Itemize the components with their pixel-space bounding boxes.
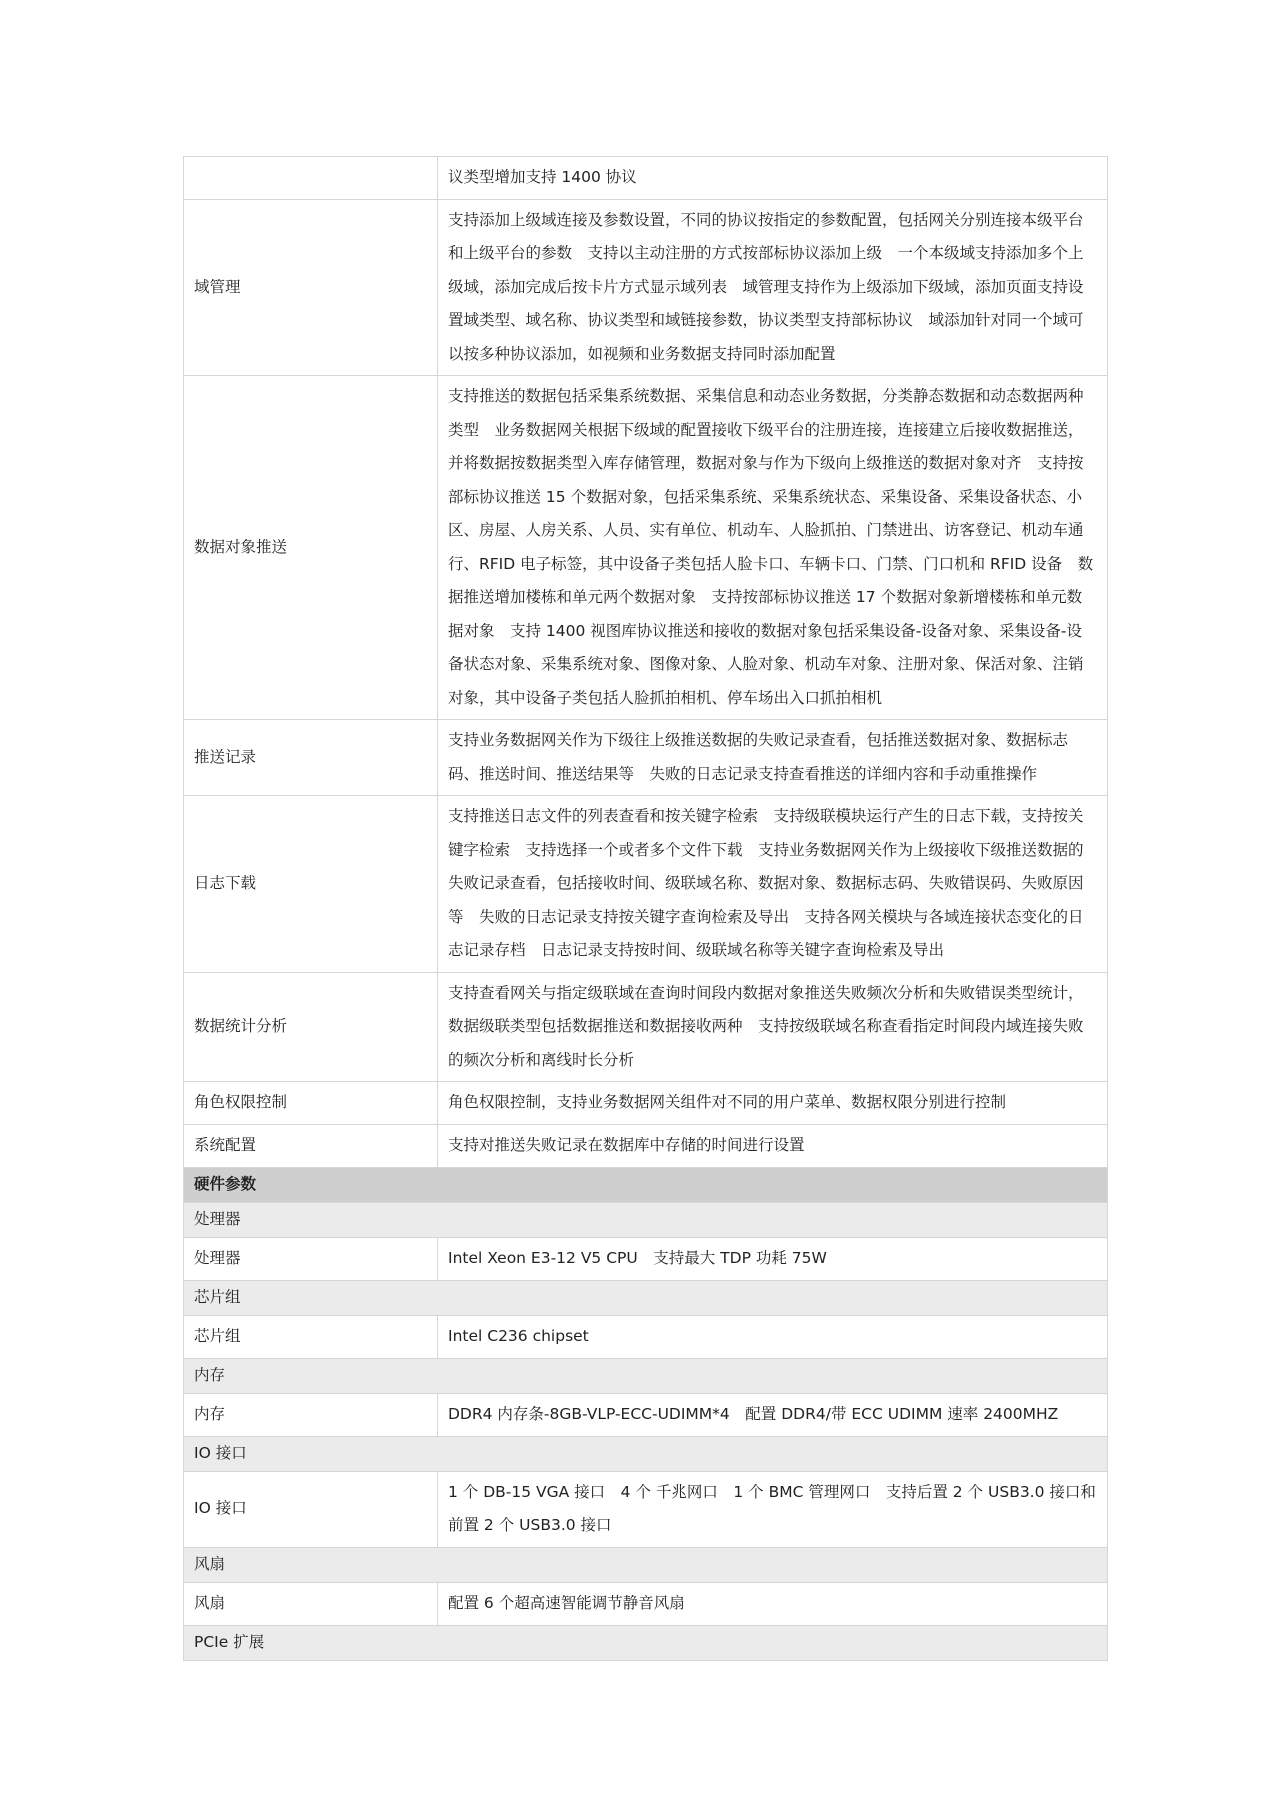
row-label [184,157,438,200]
row-label: 数据对象推送 [184,376,438,720]
row-value: 角色权限控制，支持业务数据网关组件对不同的用户菜单、数据权限分别进行控制 [438,1082,1108,1125]
row-value: DDR4 内存条-8GB-VLP-ECC-UDIMM*4 配置 DDR4/带 ECC UDIMM 速率 2400MHZ [438,1393,1108,1436]
group-title: 处理器 [184,1202,1108,1237]
row-label: 域管理 [184,199,438,376]
group-header [184,1202,1108,1237]
row-value: 支持推送日志文件的列表查看和按关键字检索 支持级联模块运行产生的日志下载，支持按关键字检索 支持选择一个或者多个文件下载 支持业务数据网关作为上级接收下级推送数据的失败记录查看，包括接收时间、级联域名称、数据对象、数据标志码、失败错误码、失败原因等 失败的日志记录支持按关键字查询检索及导出 支持各网关模块与各域连接状态变化的日志记录存档 日志记录支持按时间、级联域名称等关键字查询检索及导出 [438,796,1108,973]
row-label: 推送记录 [184,720,438,796]
spec-table [183,156,1108,1661]
section-title: 硬件参数 [184,1168,1108,1203]
row-value: 配置 6 个超高速智能调节静音风扇 [438,1582,1108,1625]
row-value: 支持查看网关与指定级联域在查询时间段内数据对象推送失败频次分析和失败错误类型统计，数据级联类型包括数据推送和数据接收两种 支持按级联域名称查看指定时间段内域连接失败的频次分析和离线时长分析 [438,972,1108,1082]
group-title: 芯片组 [184,1280,1108,1315]
table-row [184,157,1108,200]
row-label: 处理器 [184,1237,438,1280]
table-row [184,1315,1108,1358]
table-row [184,1471,1108,1547]
row-label: 内存 [184,1393,438,1436]
row-label: 数据统计分析 [184,972,438,1082]
table-row [184,1125,1108,1168]
row-value: 支持对推送失败记录在数据库中存储的时间进行设置 [438,1125,1108,1168]
row-label: 芯片组 [184,1315,438,1358]
table-row [184,1082,1108,1125]
group-header [184,1280,1108,1315]
row-label: 风扇 [184,1582,438,1625]
group-header [184,1436,1108,1471]
group-header [184,1625,1108,1660]
row-value: 1 个 DB-15 VGA 接口 4 个 千兆网口 1 个 BMC 管理网口 支持后置 2 个 USB3.0 接口和前置 2 个 USB3.0 接口 [438,1471,1108,1547]
group-title: IO 接口 [184,1436,1108,1471]
spec-document [183,156,1108,1661]
table-row [184,376,1108,720]
group-header [184,1358,1108,1393]
table-row [184,796,1108,973]
section-header-hardware [184,1168,1108,1203]
group-header [184,1547,1108,1582]
row-label: 角色权限控制 [184,1082,438,1125]
table-row [184,720,1108,796]
table-row [184,1582,1108,1625]
row-value: Intel C236 chipset [438,1315,1108,1358]
row-value: 支持添加上级域连接及参数设置，不同的协议按指定的参数配置，包括网关分别连接本级平台和上级平台的参数 支持以主动注册的方式按部标协议添加上级 一个本级域支持添加多个上级域，添加完成后按卡片方式显示域列表 域管理支持作为上级添加下级域，添加页面支持设置域类型、域名称、协议类型和域链接参数，协议类型支持部标协议 域添加针对同一个域可以按多种协议添加，如视频和业务数据支持同时添加配置 [438,199,1108,376]
table-row [184,199,1108,376]
row-value: 议类型增加支持 1400 协议 [438,157,1108,200]
row-label: 日志下载 [184,796,438,973]
table-row [184,972,1108,1082]
table-row [184,1237,1108,1280]
group-title: PCIe 扩展 [184,1625,1108,1660]
row-value: Intel Xeon E3-12 V5 CPU 支持最大 TDP 功耗 75W [438,1237,1108,1280]
row-label: IO 接口 [184,1471,438,1547]
table-row [184,1393,1108,1436]
row-label: 系统配置 [184,1125,438,1168]
group-title: 内存 [184,1358,1108,1393]
row-value: 支持业务数据网关作为下级往上级推送数据的失败记录查看，包括推送数据对象、数据标志码、推送时间、推送结果等 失败的日志记录支持查看推送的详细内容和手动重推操作 [438,720,1108,796]
row-value: 支持推送的数据包括采集系统数据、采集信息和动态业务数据，分类静态数据和动态数据两种类型 业务数据网关根据下级域的配置接收下级平台的注册连接，连接建立后接收数据推送，并将数据按数据类型入库存储管理，数据对象与作为下级向上级推送的数据对象对齐 支持按部标协议推送 15 个数据对象，包括采集系统、采集系统状态、采集设备、采集设备状态、小区、房屋、人房关系、人员、实有单位、机动车、人脸抓拍、门禁进出、访客登记、机动车通行、RFID 电子标签，其中设备子类包括人脸卡口、车辆卡口、门禁、门口机和 RFID 设备 数据推送增加楼栋和单元两个数据对象 支持按部标协议推送 17 个数据对象新增楼栋和单元数据对象 支持 1400 视图库协议推送和接收的数据对象包括采集设备-设备对象、采集设备-设备状态对象、采集系统对象、图像对象、人脸对象、机动车对象、注册对象、保活对象、注销对象，其中设备子类包括人脸抓拍相机、停车场出入口抓拍相机 [438,376,1108,720]
group-title: 风扇 [184,1547,1108,1582]
